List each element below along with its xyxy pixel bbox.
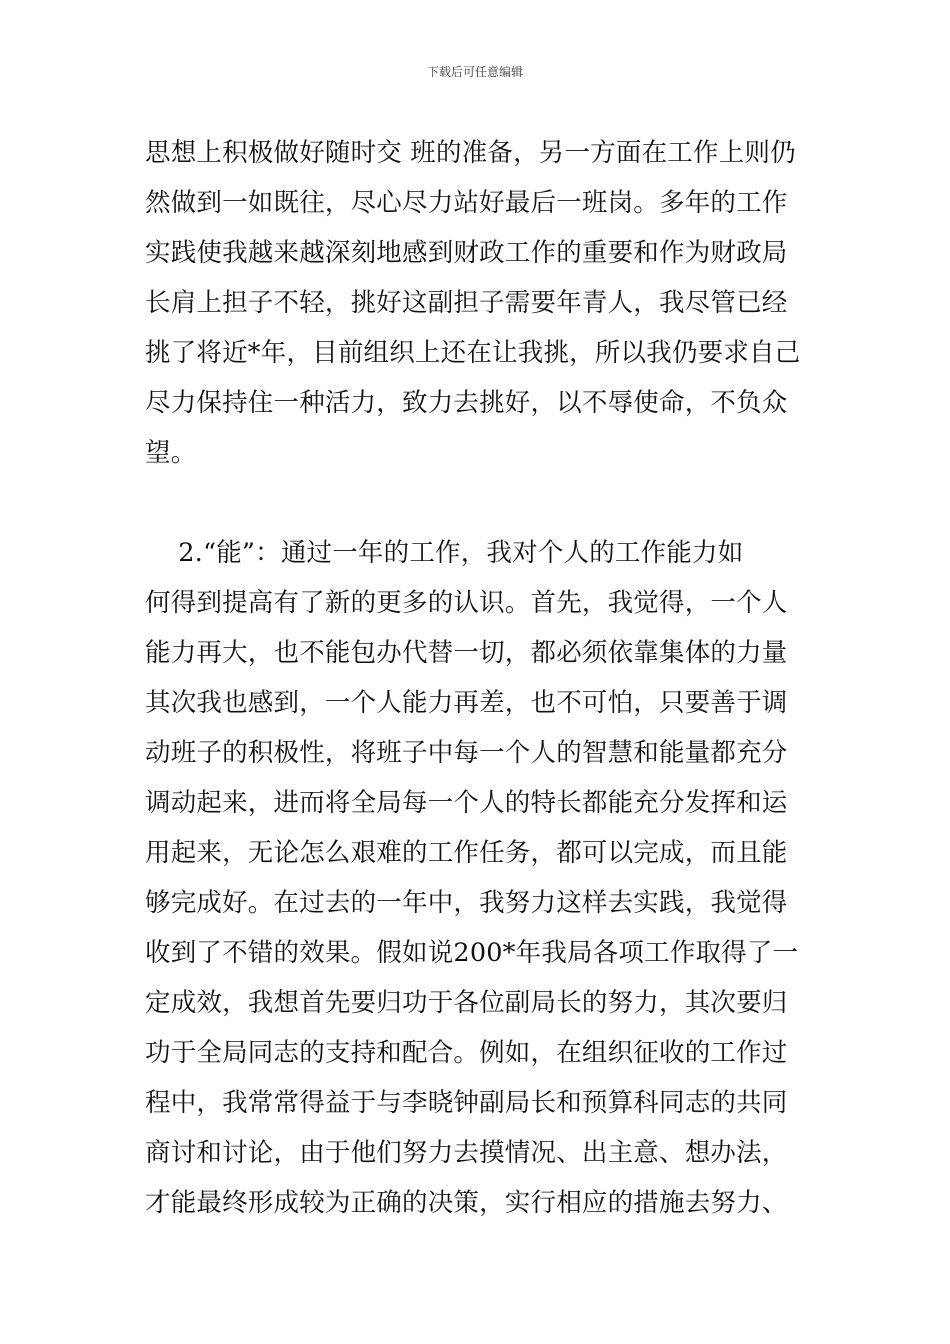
paragraph-2 — [145, 528, 810, 1228]
text-line: 其次我也感到，一个人能力再差，也不可怕，只要善于调 — [145, 688, 788, 718]
text-line: 挑了将近*年，目前组织上还在让我挑，所以我仍要求自己 — [145, 338, 801, 368]
text-line: 功于全局同志的支持和配合。例如，在组织征收的工作过 — [145, 1038, 788, 1068]
text-line: 定成效，我想首先要归功于各位副局长的努力，其次要归 — [145, 988, 788, 1018]
text-line: 动班子的积极性，将班子中每一个人的智慧和能量都充分 — [145, 738, 788, 768]
text-line: 何得到提高有了新的更多的认识。首先，我觉得，一个人 — [145, 588, 788, 618]
text-line: 程中，我常常得益于与李晓钟副局长和预算科同志的共同 — [145, 1088, 788, 1118]
text-line: 收到了不错的效果。假如说200*年我局各项工作取得了一 — [145, 938, 799, 968]
paragraph-1 — [145, 128, 810, 478]
text-line: 2.“能”：通过一年的工作，我对个人的工作能力如 — [145, 538, 744, 568]
text-line: 思想上积极做好随时交 班的准备，另一方面在工作上则仍 — [145, 138, 796, 168]
text-line: 商讨和讨论，由于他们努力去摸情况、出主意、想办法， — [145, 1138, 788, 1168]
page-header: 下载后可任意编辑 — [426, 65, 523, 79]
document-body — [145, 128, 810, 1228]
paragraph-gap — [145, 478, 810, 528]
text-line: 调动起来，进而将全局每一个人的特长都能充分发挥和运 — [145, 788, 788, 818]
text-line: 长肩上担子不轻，挑好这副担子需要年青人，我尽管已经 — [145, 288, 788, 318]
text-line: 够完成好。在过去的一年中，我努力这样去实践，我觉得 — [145, 888, 788, 918]
text-line: 尽力保持住一种活力，致力去挑好，以不辱使命，不负众 — [145, 388, 788, 418]
text-line: 才能最终形成较为正确的决策，实行相应的措施去努力、 — [145, 1188, 788, 1218]
text-line: 能力再大，也不能包办代替一切，都必须依靠集体的力量 — [145, 638, 788, 668]
text-line: 用起来，无论怎么艰难的工作任务，都可以完成，而且能 — [145, 838, 788, 868]
text-line: 然做到一如既往，尽心尽力站好最后一班岗。多年的工作 — [145, 188, 788, 218]
text-line: 望。 — [145, 438, 197, 468]
text-line: 实践使我越来越深刻地感到财政工作的重要和作为财政局 — [145, 238, 788, 268]
